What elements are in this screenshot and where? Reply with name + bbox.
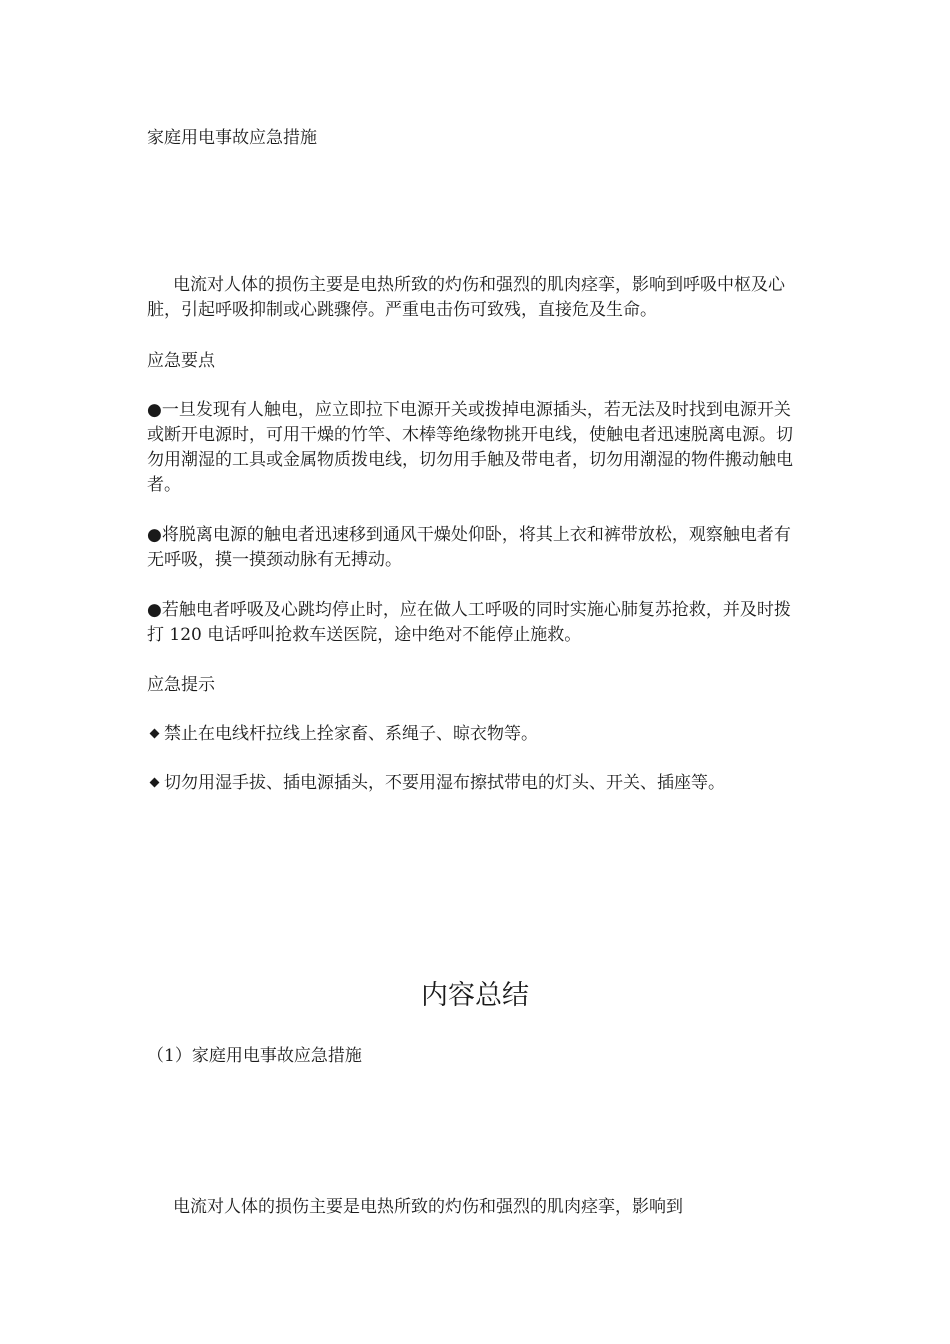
document-title: 家庭用电事故应急措施 bbox=[147, 128, 317, 148]
tip-text: 切勿用湿手拔、插电源插头，不要用湿布擦拭带电的灯头、开关、插座等。 bbox=[164, 773, 725, 793]
tips-heading: 应急提示 bbox=[147, 675, 215, 695]
summary-item-title: （1）家庭用电事故应急措施 bbox=[147, 1046, 362, 1066]
summary-heading: 内容总结 bbox=[421, 980, 529, 1011]
tip-text: 禁止在电线杆拉线上拴家畜、系绳子、晾衣物等。 bbox=[164, 724, 538, 744]
point-item: ●将脱离电源的触电者迅速移到通风干燥处仰卧，将其上衣和裤带放松，观察触电者有无呼吸，摸一摸颈动脉有无搏动。 bbox=[147, 525, 791, 570]
intro-paragraph: 电流对人体的损伤主要是电热所致的灼伤和强烈的肌肉痉挛，影响到呼吸中枢及心脏，引起呼吸抑制或心跳骤停。严重电击伤可致残，直接危及生命。 bbox=[147, 275, 785, 320]
summary-item-text: 电流对人体的损伤主要是电热所致的灼伤和强烈的肌肉痉挛，影响到 bbox=[173, 1197, 683, 1217]
tip-item bbox=[147, 722, 807, 747]
point-item: ●一旦发现有人触电，应立即拉下电源开关或拨掉电源插头，若无法及时找到电源开关或断开电源时，可用干燥的竹竿、木棒等绝缘物挑开电线，使触电者迅速脱离电源。切勿用潮湿的工具或金属物质拨电线，切勿用手触及带电者，切勿用潮湿的物件搬动触电者。 bbox=[147, 400, 793, 495]
point-item: ●若触电者呼吸及心跳均停止时，应在做人工呼吸的同时实施心肺复苏抢救，并及时拨打 120 电话呼叫抢救车送医院，途中绝对不能停止施救。 bbox=[147, 600, 791, 645]
diamond-bullet-icon bbox=[150, 777, 160, 787]
points-heading: 应急要点 bbox=[147, 351, 215, 371]
tip-item bbox=[147, 771, 807, 796]
diamond-bullet-icon bbox=[150, 728, 160, 738]
